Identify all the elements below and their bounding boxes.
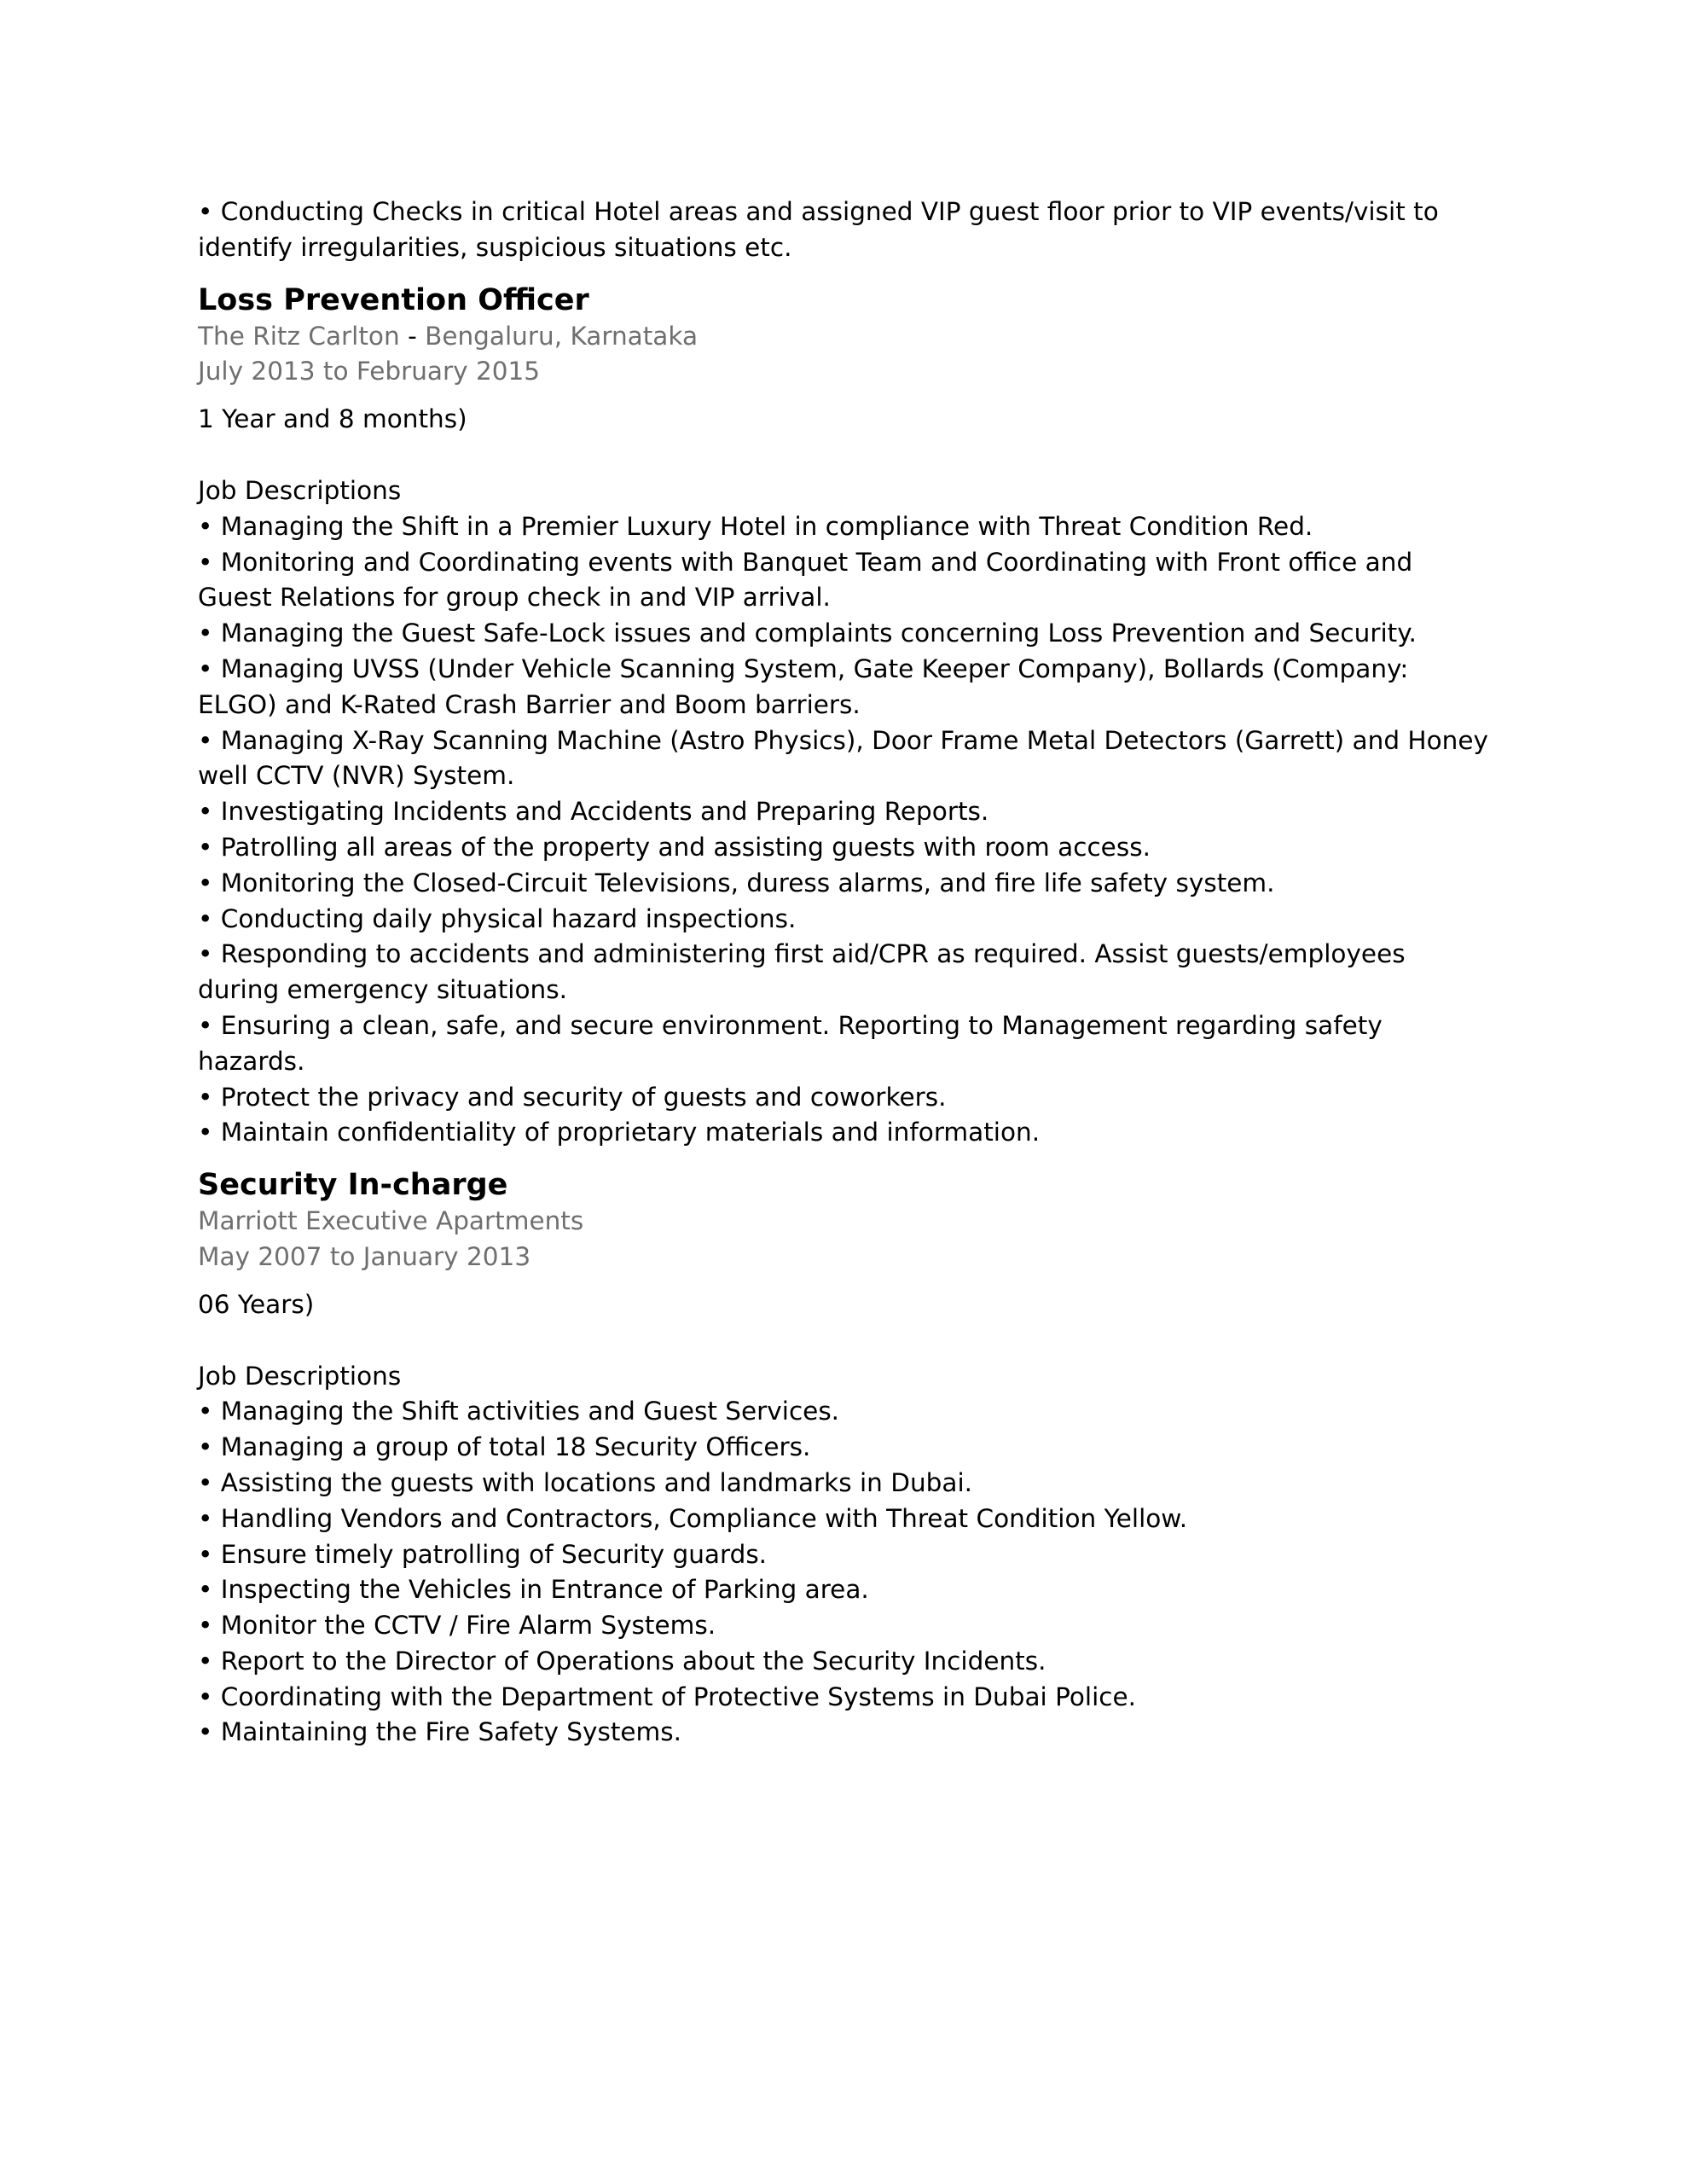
job-dates: July 2013 to February 2015 [198, 357, 541, 386]
job-bullet-list [198, 1394, 1494, 1751]
list-item: • Maintain confidentiality of proprietary materials and information. [198, 1118, 1041, 1147]
list-item: • Managing the Shift activities and Guest Services. [198, 1397, 840, 1426]
list-item: • Investigating Incidents and Accidents and Preparing Reports. [198, 797, 989, 827]
list-item: • Managing UVSS (Under Vehicle Scanning System, Gate Keeper Company), Bollards (Company: ELGO) and K-Rated Crash Barrier and Boom barriers. [198, 653, 1409, 719]
list-item: • Patrolling all areas of the property and assisting guests with room access. [198, 832, 1151, 862]
list-item: • Monitoring the Closed-Circuit Televisions, duress alarms, and fire life safety system. [198, 868, 1275, 897]
job-duration: 1 Year and 8 months) [198, 404, 467, 434]
list-item: • Managing the Guest Safe-Lock issues and complaints concerning Loss Prevention and Security. [198, 619, 1417, 648]
resume-page [198, 195, 1494, 1766]
list-item: • Ensuring a clean, safe, and secure environment. Reporting to Management regarding safety hazards. [198, 1010, 1383, 1076]
job-entry-security-incharge [198, 1166, 1494, 1751]
list-item: • Managing a group of total 18 Security Officers. [198, 1432, 811, 1462]
job-location: Bengaluru, Karnataka [425, 321, 699, 351]
list-item: • Report to the Director of Operations about the Security Incidents. [198, 1646, 1046, 1676]
job-company: Marriott Executive Apartments [198, 1206, 584, 1236]
list-item: • Managing the Shift in a Premier Luxury Hotel in compliance with Threat Condition Red. [198, 511, 1313, 541]
job-bullet-list [198, 509, 1494, 1151]
job-company-location [198, 319, 1494, 355]
list-item: • Responding to accidents and administering first aid/CPR as required. Assist guests/employees during emergency situations. [198, 939, 1406, 1005]
list-item: • Handling Vendors and Contractors, Compliance with Threat Condition Yellow. [198, 1503, 1188, 1533]
list-item: • Managing X-Ray Scanning Machine (Astro Physics), Door Frame Metal Detectors (Garrett) and Honey well CCTV (NVR) System. [198, 725, 1488, 791]
list-item: • Monitor the CCTV / Fire Alarm Systems. [198, 1611, 716, 1641]
list-item: • Conducting daily physical hazard inspections. [198, 903, 797, 933]
job-company: The Ritz Carlton [198, 321, 400, 351]
list-item: • Maintaining the Fire Safety Systems. [198, 1717, 682, 1747]
job-separator: - [399, 321, 426, 351]
list-item: • Ensure timely patrolling of Security guards. [198, 1539, 768, 1569]
job-dates: May 2007 to January 2013 [198, 1241, 531, 1271]
list-item: • Coordinating with the Department of Protective Systems in Dubai Police. [198, 1682, 1137, 1711]
list-item: • Inspecting the Vehicles in Entrance of Parking area. [198, 1575, 869, 1605]
intro-bullet: • Conducting Checks in critical Hotel areas and assigned VIP guest floor prior to VIP events/visit to identify irregularities, suspicious situations etc. [198, 197, 1439, 262]
list-item: • Assisting the guests with locations and landmarks in Dubai. [198, 1467, 973, 1497]
list-item: • Monitoring and Coordinating events with Banquet Team and Coordinating with Front office and Guest Relations for group check in and VIP arrival. [198, 547, 1413, 613]
job-title: Security In-charge [198, 1168, 508, 1203]
list-item: • Protect the privacy and security of guests and coworkers. [198, 1082, 947, 1112]
job-desc-heading: Job Descriptions [198, 1361, 402, 1391]
job-entry-loss-prevention [198, 282, 1494, 1152]
job-title: Loss Prevention Officer [198, 282, 589, 317]
job-company-location [198, 1204, 1494, 1240]
job-desc-heading: Job Descriptions [198, 475, 402, 505]
job-duration: 06 Years) [198, 1289, 315, 1319]
